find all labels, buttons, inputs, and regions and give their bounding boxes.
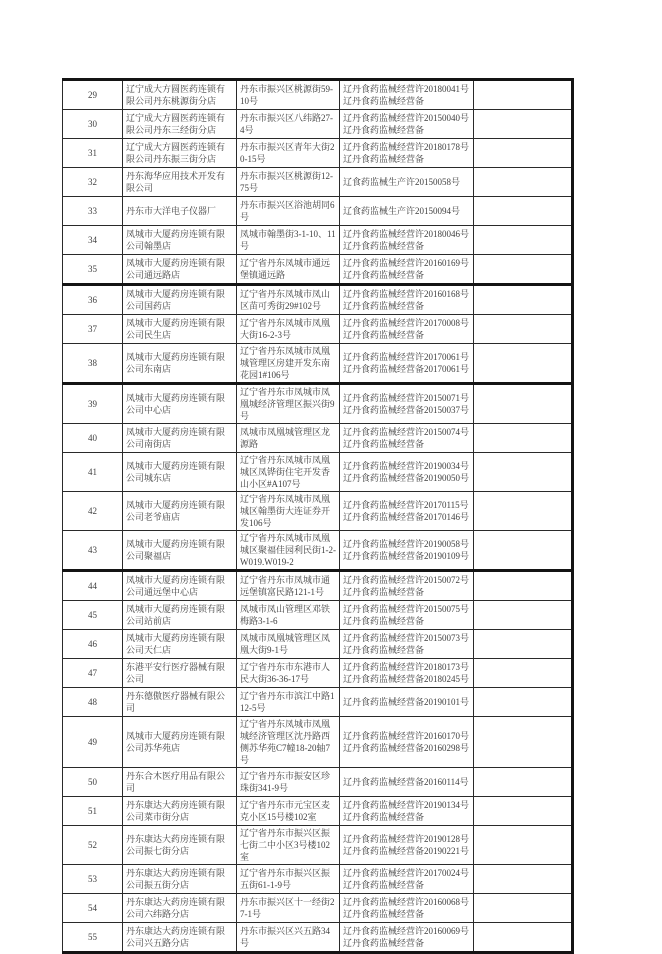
license-number: 辽丹食药监械经营许20180046号辽丹食药监械经营备 (340, 226, 474, 255)
address: 丹东市振兴区桃源街12-75号 (237, 168, 340, 197)
remark-cell (474, 80, 573, 110)
table-row (63, 168, 573, 197)
table-row (63, 315, 573, 344)
table-row (63, 797, 573, 826)
address: 辽宁省丹东凤城市凤凰城区凤铧街住宅开发香山小区#A107号 (237, 453, 340, 492)
remark-cell (474, 139, 573, 168)
table-row (63, 80, 573, 110)
remark-cell (474, 688, 573, 717)
company-name: 辽宁成大方圆医药连锁有限公司丹东桃源街分店 (123, 80, 237, 110)
license-number: 辽丹食药监械经营许20150074号辽丹食药监械经营备 (340, 424, 474, 453)
license-number: 辽丹食药监械经营许20150071号辽丹食药监械经营备20150037号 (340, 384, 474, 424)
remark-cell (474, 659, 573, 688)
remark-cell (474, 601, 573, 630)
address: 辽宁省丹东凤城市凤凰城管理区房建开发东南花园1#106号 (237, 344, 340, 384)
license-number: 辽丹食药监械经营许20190128号辽丹食药监械经营备20190221号 (340, 826, 474, 865)
company-name: 凤城市大厦药房连锁有限公司苏华苑店 (123, 717, 237, 768)
company-name: 凤城市大厦药房连锁有限公司天仁店 (123, 630, 237, 659)
company-name: 凤城市大厦药房连锁有限公司南街店 (123, 424, 237, 453)
license-number: 辽丹食药监械经营许20160170号辽丹食药监械经营备20160298号 (340, 717, 474, 768)
table-row (63, 826, 573, 865)
address: 辽宁省丹东市振兴区振五街61-1-9号 (237, 865, 340, 894)
address: 辽宁省丹东凤城市凤凰城区翰墨街大连证券开发106号 (237, 492, 340, 531)
company-name: 辽宁成大方圆医药连锁有限公司丹东三经街分店 (123, 110, 237, 139)
address: 丹东市振兴区兴五路34号 (237, 923, 340, 953)
remark-cell (474, 571, 573, 601)
address: 辽宁省丹东凤城市凤凰城区聚福佳园利民街1-2-W019.W019-2 (237, 531, 340, 571)
license-number: 辽食药监械生产许20150094号 (340, 197, 474, 226)
company-name: 凤城市大厦药房连锁有限公司中心店 (123, 384, 237, 424)
company-name: 丹东海华应用技术开发有限公司 (123, 168, 237, 197)
remark-cell (474, 717, 573, 768)
row-number: 29 (63, 80, 123, 110)
license-number: 辽丹食药监械经营许20160069号辽丹食药监械经营备 (340, 923, 474, 953)
table-row (63, 865, 573, 894)
row-number: 50 (63, 768, 123, 797)
row-number: 35 (63, 255, 123, 285)
table-row (63, 424, 573, 453)
license-number: 辽丹食药监械经营备20160114号 (340, 768, 474, 797)
address: 丹东市振兴区浴池胡同6号 (237, 197, 340, 226)
document-sheet (62, 78, 574, 954)
address: 辽宁省丹东凤城市通远堡镇通远路 (237, 255, 340, 285)
row-number: 40 (63, 424, 123, 453)
remark-cell (474, 630, 573, 659)
remark-cell (474, 197, 573, 226)
table-row (63, 571, 573, 601)
table-row (63, 923, 573, 953)
table-row (63, 659, 573, 688)
table-row (63, 492, 573, 531)
row-number: 55 (63, 923, 123, 953)
row-number: 45 (63, 601, 123, 630)
address: 丹东市振兴区桃源街59-10号 (237, 80, 340, 110)
company-name: 丹东市大洋电子仪器厂 (123, 197, 237, 226)
row-number: 49 (63, 717, 123, 768)
row-number: 36 (63, 285, 123, 315)
remark-cell (474, 865, 573, 894)
table-row (63, 531, 573, 571)
license-number: 辽丹食药监械经营许20170024号辽丹食药监械经营备 (340, 865, 474, 894)
table-row (63, 768, 573, 797)
company-name: 凤城市大厦药房连锁有限公司翰墨店 (123, 226, 237, 255)
row-number: 47 (63, 659, 123, 688)
table-row (63, 717, 573, 768)
table-row (63, 255, 573, 285)
license-number: 辽丹食药监械经营许20180041号辽丹食药监械经营备 (340, 80, 474, 110)
address: 丹东市振兴区十一经街27-1号 (237, 894, 340, 923)
address: 辽宁省丹东凤城市凤凰大街16-2-3号 (237, 315, 340, 344)
address: 凤城市凤凰城管理区凤凰大街9-1号 (237, 630, 340, 659)
row-number: 33 (63, 197, 123, 226)
remark-cell (474, 424, 573, 453)
license-number: 辽丹食药监械经营许20180178号辽丹食药监械经营备 (340, 139, 474, 168)
address: 凤城市凤凰城管理区龙源路 (237, 424, 340, 453)
company-name: 丹东合木医疗用品有限公司 (123, 768, 237, 797)
row-number: 34 (63, 226, 123, 255)
table-row (63, 630, 573, 659)
remark-cell (474, 768, 573, 797)
company-name: 凤城市大厦药房连锁有限公司通远堡中心店 (123, 571, 237, 601)
remark-cell (474, 110, 573, 139)
remark-cell (474, 255, 573, 285)
table-row (63, 894, 573, 923)
company-name: 凤城市大厦药房连锁有限公司东南店 (123, 344, 237, 384)
table-row (63, 688, 573, 717)
table-row (63, 344, 573, 384)
license-number: 辽食药监械生产许20150058号 (340, 168, 474, 197)
license-number: 辽丹食药监械经营许20170008号辽丹食药监械经营备 (340, 315, 474, 344)
remark-cell (474, 826, 573, 865)
row-number: 46 (63, 630, 123, 659)
remark-cell (474, 315, 573, 344)
row-number: 30 (63, 110, 123, 139)
address: 辽宁省丹东市振兴区振七街二中小区3号楼102室 (237, 826, 340, 865)
row-number: 37 (63, 315, 123, 344)
table-row (63, 197, 573, 226)
company-name: 凤城市大厦药房连锁有限公司民生店 (123, 315, 237, 344)
table-body (63, 80, 573, 953)
company-name: 丹东康达大药房连锁有限公司六纬路分店 (123, 894, 237, 923)
row-number: 41 (63, 453, 123, 492)
company-name: 凤城市大厦药房连锁有限公司站前店 (123, 601, 237, 630)
license-number: 辽丹食药监械经营许20170061号辽丹食药监械经营备20170061号 (340, 344, 474, 384)
address: 辽宁省丹东市东港市人民大街36-36-17号 (237, 659, 340, 688)
license-number: 辽丹食药监械经营许20150040号辽丹食药监械经营备 (340, 110, 474, 139)
table-row (63, 226, 573, 255)
address: 辽宁省丹东市振安区珍珠街341-9号 (237, 768, 340, 797)
table-row (63, 601, 573, 630)
table-row (63, 453, 573, 492)
company-name: 丹东康达大药房连锁有限公司振五街分店 (123, 865, 237, 894)
remark-cell (474, 797, 573, 826)
address: 辽宁省丹东市凤城市通远堡镇富民路121-1号 (237, 571, 340, 601)
license-number: 辽丹食药监械经营许20180173号辽丹食药监械经营备20180245号 (340, 659, 474, 688)
address: 辽宁省丹东市凤城市凤凰城经济管理区振兴街9号 (237, 384, 340, 424)
address: 辽宁省丹东凤城市凤山区苗可秀街29#102号 (237, 285, 340, 315)
license-number: 辽丹食药监械经营许20160168号辽丹食药监械经营备 (340, 285, 474, 315)
remark-cell (474, 923, 573, 953)
company-name: 凤城市大厦药房连锁有限公司城东店 (123, 453, 237, 492)
company-name: 丹东康达大药房连锁有限公司兴五路分店 (123, 923, 237, 953)
company-name: 东港平安行医疗器械有限公司 (123, 659, 237, 688)
license-number: 辽丹食药监械经营许20190034号辽丹食药监械经营备20190050号 (340, 453, 474, 492)
license-number: 辽丹食药监械经营许20150072号辽丹食药监械经营备 (340, 571, 474, 601)
row-number: 32 (63, 168, 123, 197)
table-row (63, 285, 573, 315)
remark-cell (474, 384, 573, 424)
row-number: 52 (63, 826, 123, 865)
company-name: 辽宁成大方圆医药连锁有限公司丹东振三街分店 (123, 139, 237, 168)
address: 丹东市振兴区青年大街20-15号 (237, 139, 340, 168)
remark-cell (474, 531, 573, 571)
row-number: 31 (63, 139, 123, 168)
row-number: 39 (63, 384, 123, 424)
remark-cell (474, 344, 573, 384)
address: 凤城市凤山管理区邓铁梅路3-1-6 (237, 601, 340, 630)
license-registry-table (62, 78, 574, 954)
row-number: 42 (63, 492, 123, 531)
license-number: 辽丹食药监械经营许20150075号辽丹食药监械经营备 (340, 601, 474, 630)
row-number: 43 (63, 531, 123, 571)
company-name: 丹东德傲医疗器械有限公司 (123, 688, 237, 717)
license-number: 辽丹食药监械经营许20160169号辽丹食药监械经营备 (340, 255, 474, 285)
remark-cell (474, 168, 573, 197)
address: 辽宁省丹东市元宝区麦克小区15号楼102室 (237, 797, 340, 826)
company-name: 凤城市大厦药房连锁有限公司通远路店 (123, 255, 237, 285)
row-number: 51 (63, 797, 123, 826)
row-number: 53 (63, 865, 123, 894)
address: 凤城市翰墨街3-1-10、11号 (237, 226, 340, 255)
row-number: 48 (63, 688, 123, 717)
table-row (63, 110, 573, 139)
license-number: 辽丹食药监械经营许20150073号辽丹食药监械经营备 (340, 630, 474, 659)
address: 丹东市振兴区八纬路27-4号 (237, 110, 340, 139)
table-row (63, 384, 573, 424)
company-name: 丹东康达大药房连锁有限公司振七街分店 (123, 826, 237, 865)
company-name: 丹东康达大药房连锁有限公司菜市街分店 (123, 797, 237, 826)
license-number: 辽丹食药监械经营许20190134号辽丹食药监械经营备 (340, 797, 474, 826)
remark-cell (474, 894, 573, 923)
company-name: 凤城市大厦药房连锁有限公司聚福店 (123, 531, 237, 571)
company-name: 凤城市大厦药房连锁有限公司国药店 (123, 285, 237, 315)
remark-cell (474, 492, 573, 531)
license-number: 辽丹食药监械经营许20170115号辽丹食药监械经营备20170146号 (340, 492, 474, 531)
remark-cell (474, 226, 573, 255)
row-number: 54 (63, 894, 123, 923)
table-row (63, 139, 573, 168)
row-number: 44 (63, 571, 123, 601)
license-number: 辽丹食药监械经营许20160068号辽丹食药监械经营备 (340, 894, 474, 923)
remark-cell (474, 453, 573, 492)
row-number: 38 (63, 344, 123, 384)
license-number: 辽丹食药监械经营许20190058号辽丹食药监械经营备20190109号 (340, 531, 474, 571)
address: 辽宁省丹东市滨江中路112-5号 (237, 688, 340, 717)
license-number: 辽丹食药监械经营备20190101号 (340, 688, 474, 717)
address: 辽宁省丹东凤城市凤凰城经济管理区沈丹路西侧苏华苑C7幢18-20轴7号 (237, 717, 340, 768)
remark-cell (474, 285, 573, 315)
company-name: 凤城市大厦药房连锁有限公司老爷庙店 (123, 492, 237, 531)
